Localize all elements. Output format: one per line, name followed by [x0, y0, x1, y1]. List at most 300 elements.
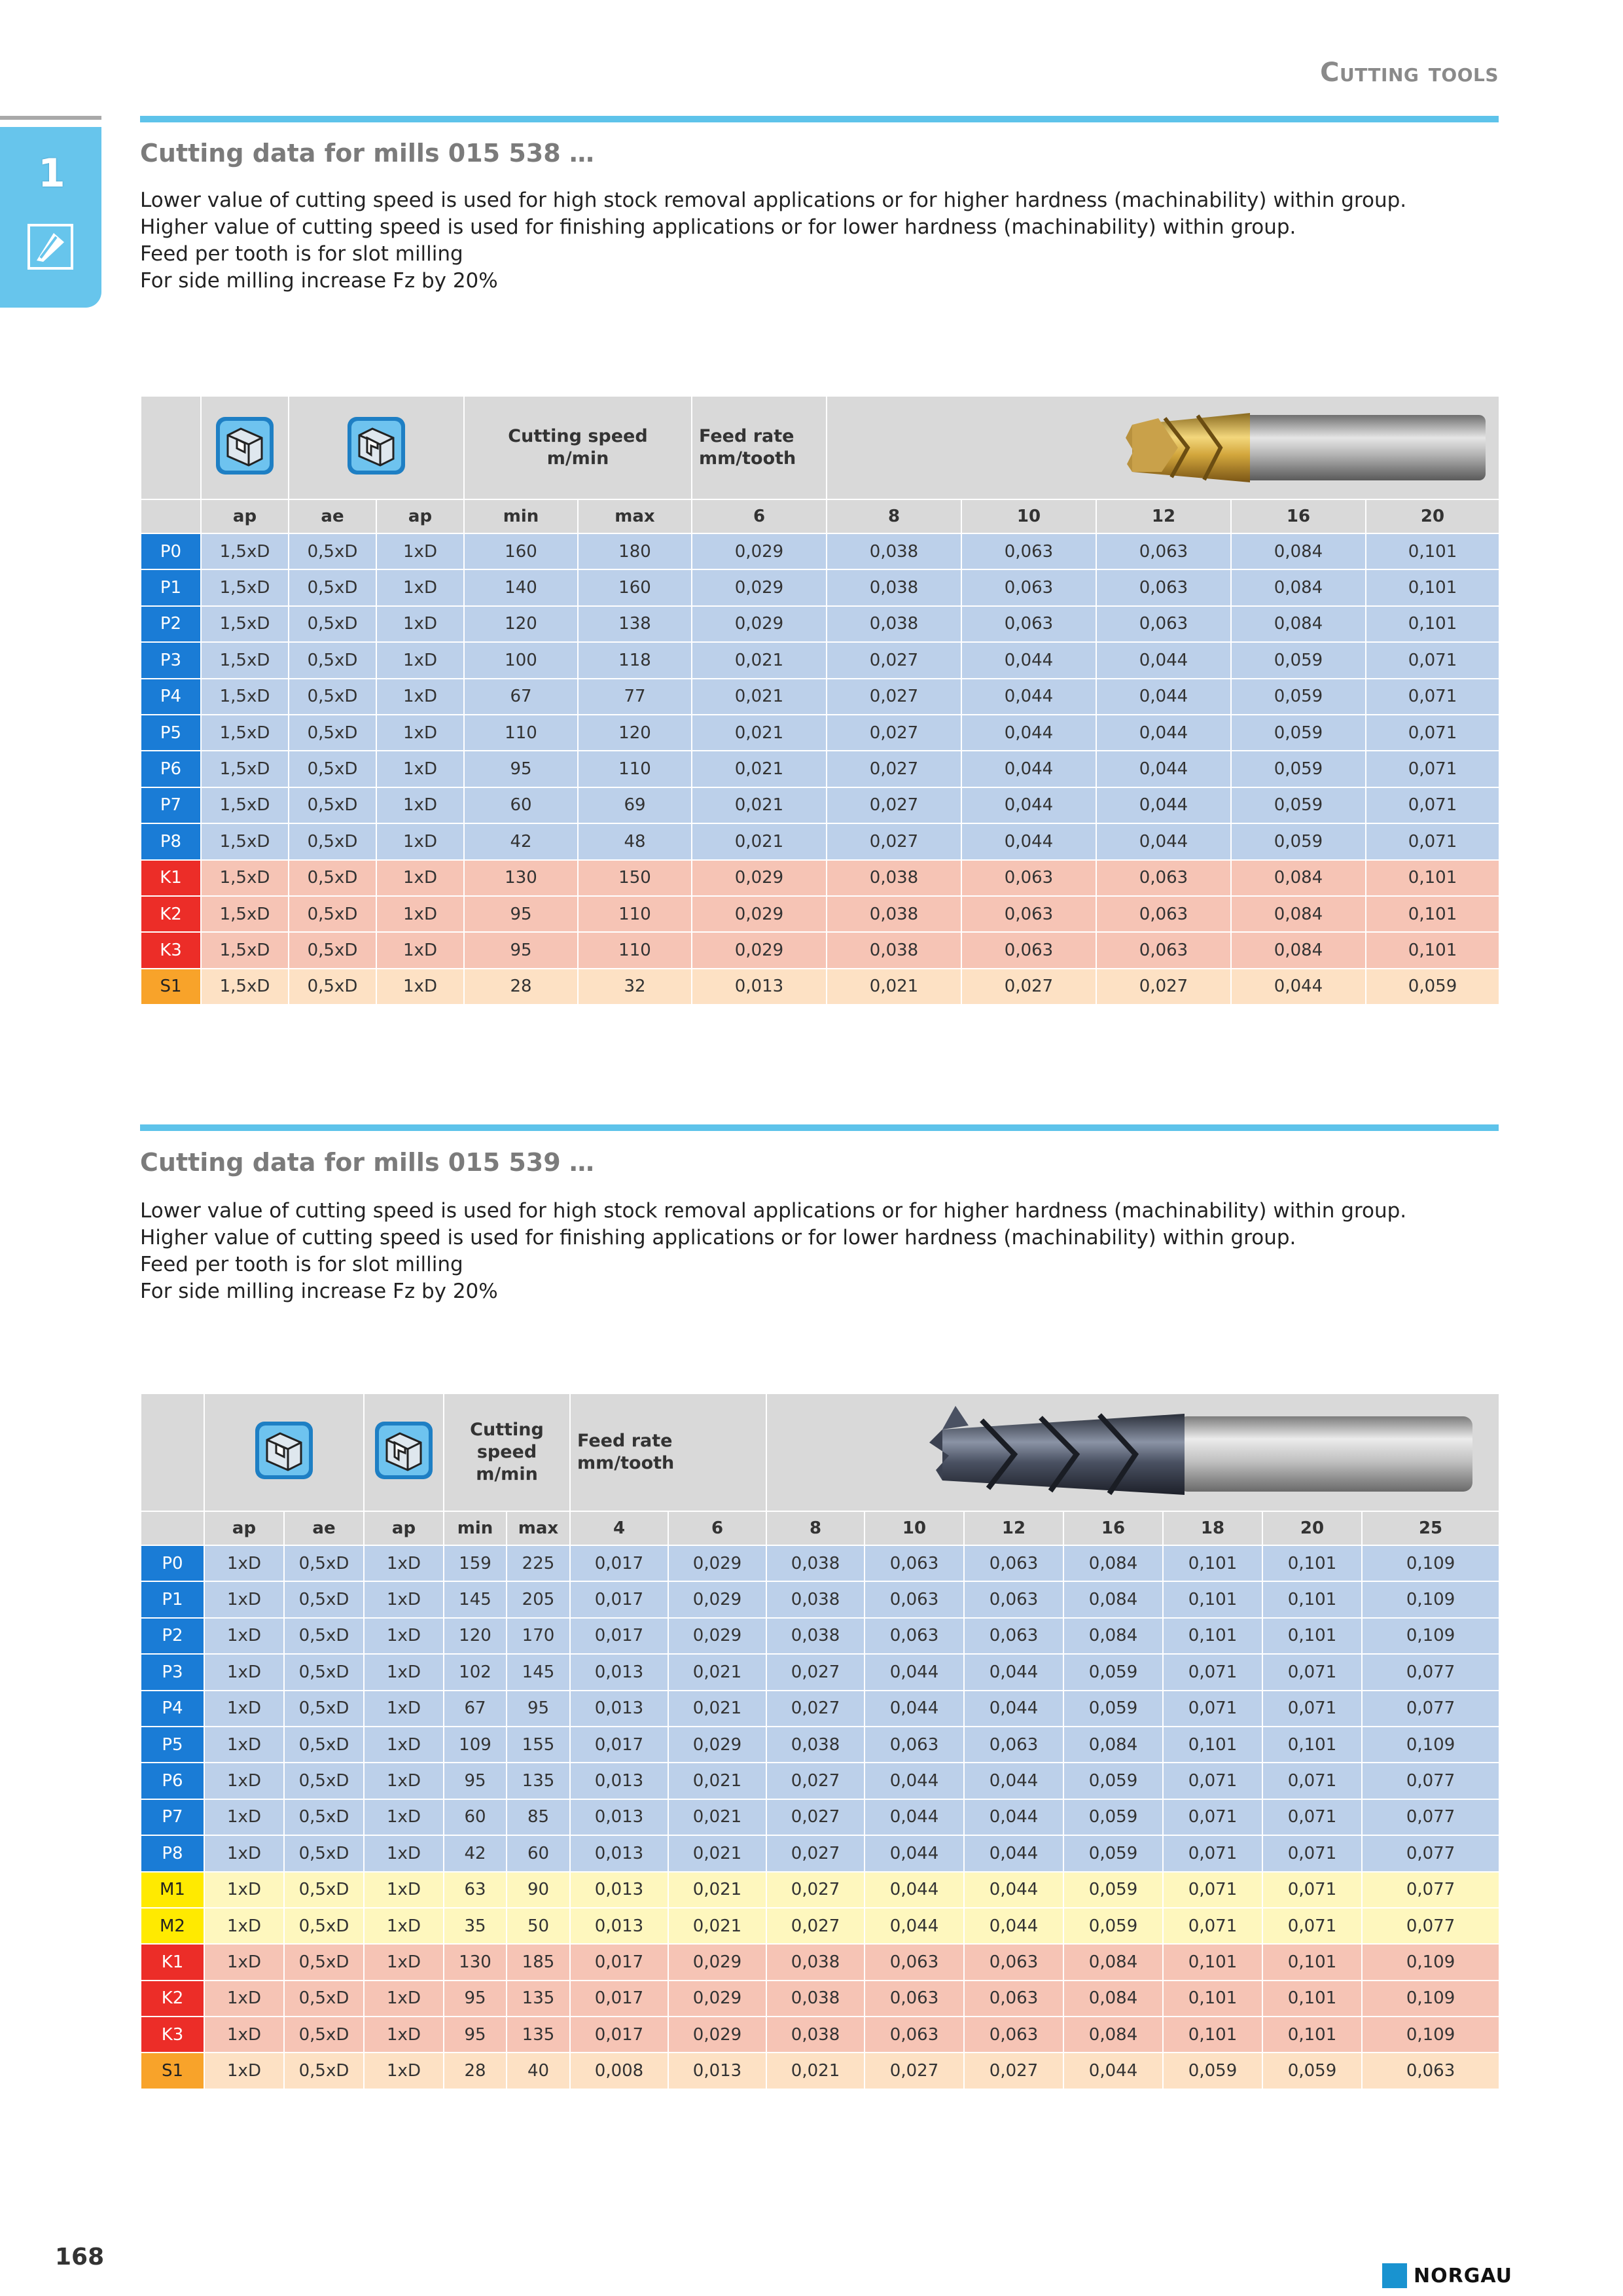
- table-cell: 180: [578, 533, 692, 569]
- table-cell: 0,109: [1362, 1545, 1499, 1581]
- table-cell: 0,021: [668, 1908, 766, 1944]
- table-cell: 1xD: [376, 751, 464, 787]
- table-cell: 0,5xD: [289, 896, 376, 932]
- side-milling-cell: [289, 396, 464, 499]
- table-cell: 0,101: [1262, 1944, 1362, 1980]
- col-header: 25: [1362, 1511, 1499, 1545]
- table-cell: 95: [464, 751, 578, 787]
- table-cell: 0,059: [1063, 1835, 1163, 1871]
- table-cell: 0,063: [1096, 896, 1231, 932]
- table-cell: 0,059: [1231, 715, 1366, 751]
- cutting-speed-label: Cutting speed: [508, 426, 648, 446]
- table-cell: 0,027: [766, 1691, 865, 1727]
- material-code: M1: [141, 1872, 204, 1908]
- table-cell: 35: [444, 1908, 507, 1944]
- table-cell: 0,101: [1163, 1618, 1262, 1654]
- table-cell: 0,059: [1231, 642, 1366, 678]
- table-cell: 0,5xD: [284, 1835, 364, 1871]
- table-cell: 0,5xD: [284, 2017, 364, 2053]
- material-code: P3: [141, 1654, 204, 1690]
- note-line: Feed per tooth is for slot milling: [140, 242, 463, 266]
- table-cell: 0,038: [827, 606, 961, 642]
- table-cell: 1xD: [204, 1872, 284, 1908]
- table-cell: 0,063: [865, 1581, 964, 1617]
- table-cell: 160: [578, 569, 692, 605]
- feed-rate-label: Feed rate: [577, 1431, 673, 1451]
- table-cell: 135: [507, 1981, 570, 2017]
- table-cell: 0,101: [1163, 1545, 1262, 1581]
- table-cell: 159: [444, 1545, 507, 1581]
- table-cell: 0,063: [964, 1944, 1063, 1980]
- material-code: P8: [141, 823, 201, 859]
- table-cell: 0,084: [1063, 1581, 1163, 1617]
- table-cell: 1,5xD: [201, 896, 289, 932]
- material-code: S1: [141, 2053, 204, 2089]
- table-cell: 1xD: [204, 1908, 284, 1944]
- section-title-539: Cutting data for mills 015 539 …: [140, 1148, 594, 1177]
- table-cell: 0,013: [668, 2053, 766, 2089]
- table-cell: 28: [444, 2053, 507, 2089]
- table-cell: 138: [578, 606, 692, 642]
- table-cell: 0,029: [692, 569, 827, 605]
- table-cell: 0,084: [1063, 1727, 1163, 1763]
- material-code: P7: [141, 787, 201, 823]
- table-cell: 48: [578, 823, 692, 859]
- table-cell: 0,071: [1366, 787, 1499, 823]
- table-cell: 0,084: [1231, 932, 1366, 968]
- table-cell: 1,5xD: [201, 533, 289, 569]
- table-cell: 0,063: [964, 1618, 1063, 1654]
- table-cell: 0,109: [1362, 2017, 1499, 2053]
- table-cell: 0,044: [1231, 969, 1366, 1005]
- table-cell: 1xD: [204, 1763, 284, 1799]
- table-cell: 0,044: [964, 1799, 1063, 1835]
- table-row: [141, 2017, 1499, 2053]
- table-cell: 185: [507, 1944, 570, 1980]
- table-cell: 1,5xD: [201, 860, 289, 896]
- table-cell: 1,5xD: [201, 642, 289, 678]
- table-cell: 95: [444, 1981, 507, 2017]
- table-cell: 110: [578, 751, 692, 787]
- table-cell: 0,044: [964, 1872, 1063, 1908]
- table-cell: 0,008: [570, 2053, 668, 2089]
- table-cell: 0,063: [865, 1618, 964, 1654]
- table-cell: 0,027: [827, 715, 961, 751]
- table-cell: 0,013: [570, 1835, 668, 1871]
- table-cell: 1xD: [204, 1618, 284, 1654]
- feed-rate-label: Feed rate: [699, 426, 794, 446]
- table-cell: 0,063: [1096, 569, 1231, 605]
- table-cell: 0,059: [1063, 1908, 1163, 1944]
- table-cell: 0,044: [964, 1835, 1063, 1871]
- table-cell: 0,029: [668, 1944, 766, 1980]
- table-cell: 0,044: [961, 751, 1096, 787]
- table-cell: 120: [444, 1618, 507, 1654]
- col-header: min: [464, 499, 578, 533]
- table-row: [141, 533, 1499, 569]
- table-row: [141, 1545, 1499, 1581]
- table-cell: 1xD: [376, 679, 464, 715]
- material-code: P6: [141, 751, 201, 787]
- table-cell: 0,063: [865, 1545, 964, 1581]
- table-row: [141, 1799, 1499, 1835]
- table-cell: 1,5xD: [201, 823, 289, 859]
- table-cell: 1,5xD: [201, 932, 289, 968]
- table-cell: 0,021: [668, 1763, 766, 1799]
- table-cell: 1,5xD: [201, 569, 289, 605]
- table-cell: 0,084: [1063, 1981, 1163, 2017]
- table-cell: 0,101: [1262, 1981, 1362, 2017]
- table-cell: 0,029: [692, 896, 827, 932]
- table-cell: 0,077: [1362, 1654, 1499, 1690]
- table-cell: 140: [464, 569, 578, 605]
- table-cell: 0,038: [766, 1944, 865, 1980]
- table-cell: 120: [578, 715, 692, 751]
- table-cell: 0,027: [1096, 969, 1231, 1005]
- table-cell: 67: [444, 1691, 507, 1727]
- table-cell: 0,029: [668, 2017, 766, 2053]
- material-code: P7: [141, 1799, 204, 1835]
- header-blank: [141, 1393, 204, 1511]
- table-cell: 0,021: [692, 751, 827, 787]
- table-cell: 0,029: [668, 1727, 766, 1763]
- brand-logo: [1382, 2263, 1512, 2288]
- table-cell: 1xD: [376, 823, 464, 859]
- table-cell: 0,021: [692, 787, 827, 823]
- table-row: [141, 1835, 1499, 1871]
- table-body-539: [141, 1545, 1499, 2089]
- table-cell: 0,071: [1163, 1691, 1262, 1727]
- table-cell: 50: [507, 1908, 570, 1944]
- table-cell: 0,5xD: [289, 751, 376, 787]
- table-cell: 0,063: [961, 860, 1096, 896]
- table-cell: 145: [444, 1581, 507, 1617]
- table-cell: 0,101: [1163, 1944, 1262, 1980]
- feed-rate-unit: mm/tooth: [699, 448, 796, 469]
- table-cell: 0,084: [1063, 2017, 1163, 2053]
- table-cell: 130: [444, 1944, 507, 1980]
- table-cell: 0,5xD: [284, 1727, 364, 1763]
- table-cell: 0,021: [668, 1691, 766, 1727]
- table-cell: 0,071: [1262, 1835, 1362, 1871]
- table-cell: 0,071: [1366, 642, 1499, 678]
- table-cell: 1,5xD: [201, 606, 289, 642]
- table-cell: 0,5xD: [284, 2053, 364, 2089]
- table-cell: 0,013: [692, 969, 827, 1005]
- material-code: P4: [141, 679, 201, 715]
- table-cell: 110: [578, 896, 692, 932]
- table-cell: 110: [578, 932, 692, 968]
- table-cell: 0,101: [1163, 2017, 1262, 2053]
- table-cell: 0,077: [1362, 1872, 1499, 1908]
- material-code: P8: [141, 1835, 204, 1871]
- table-cell: 0,101: [1366, 932, 1499, 968]
- table-cell: 1xD: [364, 1545, 444, 1581]
- material-code: P5: [141, 1727, 204, 1763]
- table-cell: 1,5xD: [201, 787, 289, 823]
- table-cell: 0,084: [1231, 896, 1366, 932]
- table-cell: 0,077: [1362, 1835, 1499, 1871]
- table-cell: 1,5xD: [201, 679, 289, 715]
- table-cell: 0,5xD: [284, 1691, 364, 1727]
- material-code: P1: [141, 569, 201, 605]
- table-cell: 1xD: [364, 1835, 444, 1871]
- table-cell: 1,5xD: [201, 751, 289, 787]
- table-cell: 135: [507, 2017, 570, 2053]
- table-cell: 0,5xD: [289, 969, 376, 1005]
- table-cell: 0,029: [668, 1981, 766, 2017]
- col-header: ap: [204, 1511, 284, 1545]
- table-cell: 32: [578, 969, 692, 1005]
- feed-rate-header: [570, 1393, 766, 1511]
- table-cell: 0,059: [1063, 1799, 1163, 1835]
- table-cell: 0,5xD: [284, 1654, 364, 1690]
- table-cell: 0,063: [964, 1545, 1063, 1581]
- table-cell: 0,044: [1096, 715, 1231, 751]
- table-cell: 0,027: [827, 823, 961, 859]
- cutting-speed-header: [464, 396, 692, 499]
- table-cell: 0,021: [692, 642, 827, 678]
- table-row: [141, 1727, 1499, 1763]
- table-cell: 0,017: [570, 1545, 668, 1581]
- table-cell: 0,084: [1063, 1545, 1163, 1581]
- material-code: P0: [141, 1545, 204, 1581]
- table-cell: 95: [464, 932, 578, 968]
- table-cell: 1xD: [364, 2053, 444, 2089]
- col-header: 6: [692, 499, 827, 533]
- table-cell: 1xD: [376, 932, 464, 968]
- note-line: Higher value of cutting speed is used for finishing applications or for lower hardness (machinability) within group.: [140, 215, 1296, 239]
- table-cell: 0,044: [865, 1835, 964, 1871]
- tool-image-cell: [766, 1393, 1499, 1511]
- table-cell: 0,021: [668, 1654, 766, 1690]
- table-cell: 0,063: [865, 2017, 964, 2053]
- table-cell: 0,059: [1063, 1654, 1163, 1690]
- table-cell: 1xD: [364, 1727, 444, 1763]
- table-cell: 0,044: [865, 1872, 964, 1908]
- material-code: P2: [141, 1618, 204, 1654]
- table-cell: 0,101: [1262, 1727, 1362, 1763]
- table-cell: 0,101: [1366, 606, 1499, 642]
- table-row: [141, 1981, 1499, 2017]
- col-header: ae: [284, 1511, 364, 1545]
- table-cell: 0,5xD: [289, 823, 376, 859]
- table-cell: 130: [464, 860, 578, 896]
- page-number: 168: [55, 2244, 105, 2270]
- table-cell: 0,038: [827, 569, 961, 605]
- material-code: K1: [141, 1944, 204, 1980]
- col-header: 18: [1163, 1511, 1262, 1545]
- table-cell: 0,044: [1096, 751, 1231, 787]
- table-row: [141, 1908, 1499, 1944]
- table-cell: 0,021: [668, 1799, 766, 1835]
- table-cell: 0,063: [964, 1581, 1063, 1617]
- table-cell: 0,027: [961, 969, 1096, 1005]
- table-cell: 0,101: [1366, 569, 1499, 605]
- end-mill-gold-image: [1008, 399, 1492, 497]
- table-cell: 0,059: [1063, 1691, 1163, 1727]
- table-cell: 1xD: [364, 1654, 444, 1690]
- cutting-speed-header: [444, 1393, 570, 1511]
- table-cell: 0,101: [1262, 1545, 1362, 1581]
- cutting-speed-unit: m/min: [476, 1464, 538, 1484]
- table-cell: 0,101: [1163, 1727, 1262, 1763]
- col-header: 16: [1063, 1511, 1163, 1545]
- table-cell: 60: [507, 1835, 570, 1871]
- slot-milling-icon: [215, 416, 275, 476]
- table-cell: 0,059: [1163, 2053, 1262, 2089]
- table-cell: 0,101: [1262, 2017, 1362, 2053]
- table-cell: 0,5xD: [284, 1799, 364, 1835]
- table-cell: 155: [507, 1727, 570, 1763]
- table-cell: 100: [464, 642, 578, 678]
- table-row: [141, 679, 1499, 715]
- table-cell: 0,5xD: [284, 1618, 364, 1654]
- note-line: Higher value of cutting speed is used for finishing applications or for lower hardness (machinability) within group.: [140, 1226, 1296, 1249]
- table-cell: 0,027: [964, 2053, 1063, 2089]
- material-code: P4: [141, 1691, 204, 1727]
- material-code: K2: [141, 896, 201, 932]
- cutting-speed-unit: m/min: [546, 448, 609, 469]
- material-code: K3: [141, 932, 201, 968]
- table-cell: 0,5xD: [289, 787, 376, 823]
- table-cell: 0,5xD: [289, 569, 376, 605]
- table-cell: 0,044: [1063, 2053, 1163, 2089]
- table-cell: 67: [464, 679, 578, 715]
- table-cell: 0,101: [1366, 896, 1499, 932]
- table-cell: 0,044: [865, 1654, 964, 1690]
- page-header-title: Cutting tools: [1320, 58, 1499, 88]
- table-cell: 0,017: [570, 1727, 668, 1763]
- table-cell: 85: [507, 1799, 570, 1835]
- table-cell: 0,071: [1163, 1872, 1262, 1908]
- feed-rate-unit: mm/tooth: [577, 1453, 675, 1473]
- table-cell: 0,101: [1163, 1581, 1262, 1617]
- table-cell: 0,038: [827, 860, 961, 896]
- table-cell: 1xD: [204, 2053, 284, 2089]
- table-cell: 0,044: [961, 715, 1096, 751]
- table-cell: 0,027: [827, 751, 961, 787]
- slot-milling-cell: [201, 396, 289, 499]
- table-cell: 0,5xD: [289, 533, 376, 569]
- table-cell: 0,071: [1163, 1908, 1262, 1944]
- table-cell: 1xD: [376, 606, 464, 642]
- table-row: [141, 1618, 1499, 1654]
- table-cell: 0,044: [1096, 642, 1231, 678]
- table-cell: 1xD: [204, 1799, 284, 1835]
- table-cell: 1xD: [364, 1799, 444, 1835]
- table-cell: 0,101: [1262, 1581, 1362, 1617]
- table-cell: 0,059: [1366, 969, 1499, 1005]
- col-header: max: [507, 1511, 570, 1545]
- table-cell: 0,017: [570, 1981, 668, 2017]
- table-cell: 0,017: [570, 1618, 668, 1654]
- notes-539: [140, 1198, 1406, 1305]
- table-cell: 0,5xD: [289, 606, 376, 642]
- material-code: P1: [141, 1581, 204, 1617]
- table-cell: 0,5xD: [289, 679, 376, 715]
- table-cell: 0,077: [1362, 1908, 1499, 1944]
- material-code: K3: [141, 2017, 204, 2053]
- table-cell: 0,109: [1362, 1727, 1499, 1763]
- table-cell: 102: [444, 1654, 507, 1690]
- table-cell: 170: [507, 1618, 570, 1654]
- table-cell: 0,101: [1366, 533, 1499, 569]
- table-cell: 0,063: [961, 533, 1096, 569]
- table-cell: 95: [507, 1691, 570, 1727]
- table-cell: 0,044: [1096, 823, 1231, 859]
- table-cell: 0,084: [1231, 606, 1366, 642]
- table-cell: 0,044: [1096, 679, 1231, 715]
- col-header: 20: [1262, 1511, 1362, 1545]
- table-cell: 0,027: [766, 1799, 865, 1835]
- table-cell: 1,5xD: [201, 715, 289, 751]
- table-cell: 0,5xD: [289, 715, 376, 751]
- table-cell: 1xD: [364, 1872, 444, 1908]
- table-cell: 0,013: [570, 1654, 668, 1690]
- table-cell: 0,5xD: [284, 1872, 364, 1908]
- slot-milling-cell: [204, 1393, 364, 1511]
- header-rule: [140, 116, 1499, 122]
- table-cell: 0,029: [668, 1618, 766, 1654]
- chapter-tab: [0, 127, 101, 308]
- table-cell: 1xD: [376, 569, 464, 605]
- table-cell: 0,029: [692, 606, 827, 642]
- table-cell: 0,017: [570, 2017, 668, 2053]
- table-cell: 0,5xD: [284, 1581, 364, 1617]
- table-cell: 1,5xD: [201, 969, 289, 1005]
- cutting-data-table-538: [140, 395, 1500, 1005]
- table-cell: 0,029: [668, 1545, 766, 1581]
- table-cell: 0,5xD: [284, 1981, 364, 2017]
- side-milling-icon: [374, 1420, 434, 1480]
- table-cell: 0,109: [1362, 1944, 1499, 1980]
- side-milling-cell: [364, 1393, 444, 1511]
- table-cell: 0,027: [766, 1763, 865, 1799]
- table-cell: 0,063: [865, 1727, 964, 1763]
- table-cell: 0,5xD: [284, 1763, 364, 1799]
- table-cell: 0,013: [570, 1872, 668, 1908]
- table-cell: 0,071: [1163, 1835, 1262, 1871]
- side-milling-icon: [346, 416, 406, 476]
- tool-image-cell: [827, 396, 1499, 499]
- table-cell: 0,077: [1362, 1691, 1499, 1727]
- table-cell: 0,013: [570, 1908, 668, 1944]
- table-cell: 1xD: [376, 787, 464, 823]
- table-cell: 0,044: [964, 1908, 1063, 1944]
- table-cell: 0,038: [766, 1618, 865, 1654]
- table-cell: 0,044: [865, 1763, 964, 1799]
- col-header: 10: [865, 1511, 964, 1545]
- table-cell: 0,071: [1262, 1799, 1362, 1835]
- notes-538: [140, 187, 1406, 295]
- table-cell: 0,021: [668, 1835, 766, 1871]
- table-cell: 0,038: [766, 1981, 865, 2017]
- table-cell: 0,063: [1096, 932, 1231, 968]
- table-cell: 63: [444, 1872, 507, 1908]
- table-cell: 0,101: [1262, 1618, 1362, 1654]
- table-cell: 1xD: [204, 1691, 284, 1727]
- table-row: [141, 823, 1499, 859]
- logo-square: [1382, 2263, 1407, 2288]
- table-cell: 0,027: [827, 787, 961, 823]
- col-header: 6: [668, 1511, 766, 1545]
- material-code: P3: [141, 642, 201, 678]
- table-cell: 1xD: [364, 1763, 444, 1799]
- table-cell: 90: [507, 1872, 570, 1908]
- material-code: K1: [141, 860, 201, 896]
- table-cell: 0,063: [961, 606, 1096, 642]
